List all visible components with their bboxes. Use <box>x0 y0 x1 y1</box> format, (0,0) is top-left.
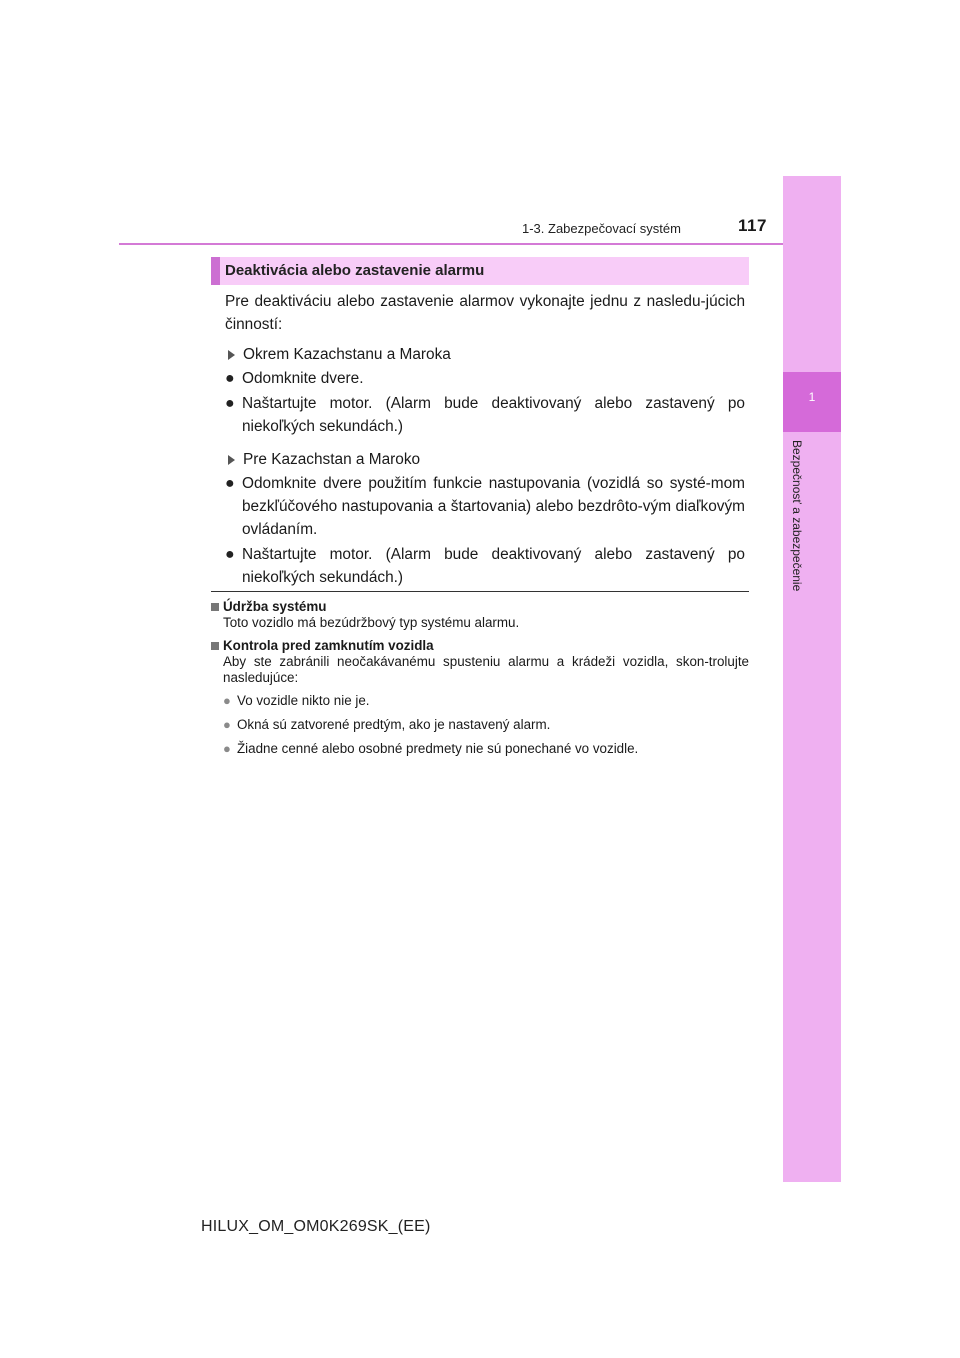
group-title: Pre Kazachstan a Maroko <box>243 451 421 468</box>
note-list-item <box>211 717 749 733</box>
section-title: 1-3. Zabezpečovací systém <box>522 221 681 236</box>
note-body: Toto vozidlo má bezúdržbový typ systému alarmu. <box>223 615 520 630</box>
arrow-right-icon <box>228 350 235 360</box>
list-item-text: Naštartujte motor. (Alarm bude deaktivovaný alebo zastavený po niekoľkých sekundách.) <box>242 546 745 586</box>
bullet-icon: ● <box>225 475 235 492</box>
main-content <box>225 290 745 591</box>
note-list-item-text: Okná sú zatvorené predtým, ako je nastavený alarm. <box>237 717 551 732</box>
note-list-item-text: Vo vozidle nikto nie je. <box>237 693 370 708</box>
note-heading <box>211 599 749 615</box>
list-item-text: Naštartujte motor. (Alarm bude deaktivovaný alebo zastavený po niekoľkých sekundách.) <box>242 395 745 435</box>
document-code: HILUX_OM_OM0K269SK_(EE) <box>201 1218 431 1235</box>
page-number: 117 <box>738 216 767 235</box>
list-item <box>225 367 745 390</box>
list-item <box>225 392 745 438</box>
note-body: Aby ste zabránili neočakávanému spusteniu alarmu a krádeži vozidla, skon-trolujte nasledujúce: <box>223 654 749 685</box>
chapter-number: 1 <box>808 390 816 404</box>
notes-section <box>211 597 749 765</box>
note-list-item-text: Žiadne cenné alebo osobné predmety nie sú ponechané vo vozidle. <box>237 741 639 756</box>
section-divider <box>211 591 749 592</box>
intro-paragraph: Pre deaktiváciu alebo zastavenie alarmov vykonajte jednu z nasledu-júcich činností: <box>225 293 745 333</box>
group-title: Okrem Kazachstanu a Maroka <box>243 346 451 363</box>
list-item-text: Odomknite dvere použitím funkcie nastupovania (vozidlá so systé-mom bezkľúčového nastupovania a štartovania) alebo bezdrôto-vým diaľkovým ovládaním. <box>242 475 745 538</box>
note-title: Kontrola pred zamknutím vozidla <box>223 638 434 653</box>
arrow-right-icon <box>228 455 235 465</box>
bullet-icon: ● <box>225 370 235 387</box>
list-item-text: Odomknite dvere. <box>242 370 364 387</box>
note-list-item <box>211 741 749 757</box>
list-item <box>225 472 745 541</box>
note-heading <box>211 638 749 654</box>
note-title: Údržba systému <box>223 599 327 614</box>
section-heading: Deaktivácia alebo zastavenie alarmu <box>211 257 749 285</box>
bullet-icon: ● <box>223 741 231 756</box>
group-heading <box>225 343 745 366</box>
note-list-item <box>211 693 749 709</box>
header-rule <box>119 243 841 245</box>
list-item <box>225 543 745 589</box>
group-heading <box>225 448 745 471</box>
square-bullet-icon <box>211 603 219 611</box>
bullet-icon: ● <box>223 693 231 708</box>
bullet-icon: ● <box>225 395 235 412</box>
chapter-side-tab <box>783 176 841 1182</box>
chapter-label: Bezpečnosť a zabezpečenie <box>790 440 804 592</box>
square-bullet-icon <box>211 642 219 650</box>
bullet-icon: ● <box>223 717 231 732</box>
bullet-icon: ● <box>225 546 235 563</box>
